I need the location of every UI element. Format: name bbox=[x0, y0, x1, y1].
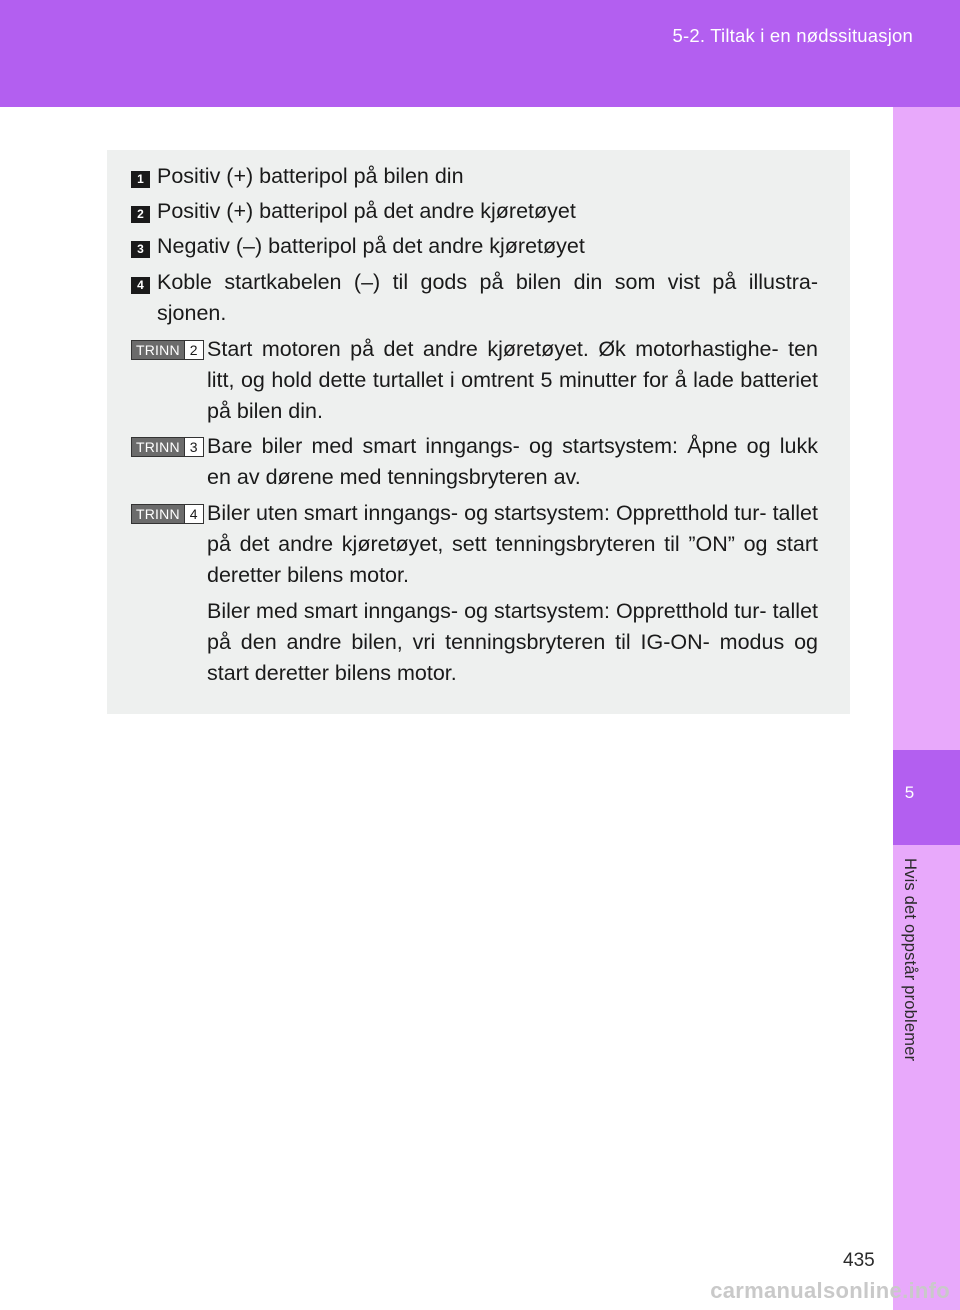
step-number: 4 bbox=[184, 505, 203, 523]
list-item: Negativ (–) batteripol på det andre kjøretøyet bbox=[157, 234, 585, 258]
section-title: 5-2. Tiltak i en nødssituasjon bbox=[672, 25, 913, 46]
chapter-title: Hvis det oppstår problemer bbox=[901, 858, 919, 1062]
header-bar bbox=[0, 0, 960, 107]
step-label: TRINN bbox=[132, 341, 184, 359]
page-number: 435 bbox=[843, 1250, 875, 1271]
step-number: 2 bbox=[184, 341, 203, 359]
step-badge bbox=[131, 437, 204, 457]
step-text: Biler uten smart inngangs- og startsystem: Oppretthold tur- tallet på det andre kjøretøyet, sett tenningsbryteren til ”ON” og start deretter bilens motor. bbox=[207, 501, 818, 587]
item-number-badge: 3 bbox=[131, 241, 150, 258]
item-number-badge: 1 bbox=[131, 171, 150, 188]
item-number-badge: 4 bbox=[131, 277, 150, 294]
step-text: Bare biler med smart inngangs- og startsystem: Åpne og lukk en av dørene med tenningsbryteren av. bbox=[207, 434, 818, 489]
list-item: Koble startkabelen (–) til gods på bilen din som vist på illustra- sjonen. bbox=[157, 270, 818, 325]
list-item: Positiv (+) batteripol på det andre kjøretøyet bbox=[157, 199, 576, 223]
chapter-number: 5 bbox=[904, 783, 915, 802]
step-number: 3 bbox=[184, 438, 203, 456]
step-label: TRINN bbox=[132, 438, 184, 456]
item-number-badge: 2 bbox=[131, 206, 150, 223]
watermark: carmanualsonline.info bbox=[710, 1278, 950, 1303]
step-badge bbox=[131, 504, 204, 524]
step-continuation-text: Biler med smart inngangs- og startsystem: Oppretthold tur- tallet på den andre bilen, vri tenningsbryteren til IG-ON- modus og start deretter bilens motor. bbox=[207, 599, 818, 685]
step-text: Start motoren på det andre kjøretøyet. Øk motorhastighe- ten litt, og hold dette turtallet i omtrent 5 minutter for å lade batteriet på bilen din. bbox=[207, 337, 818, 423]
step-label: TRINN bbox=[132, 505, 184, 523]
list-item: Positiv (+) batteripol på bilen din bbox=[157, 164, 464, 188]
chapter-side-tab bbox=[893, 107, 960, 1310]
step-badge bbox=[131, 340, 204, 360]
